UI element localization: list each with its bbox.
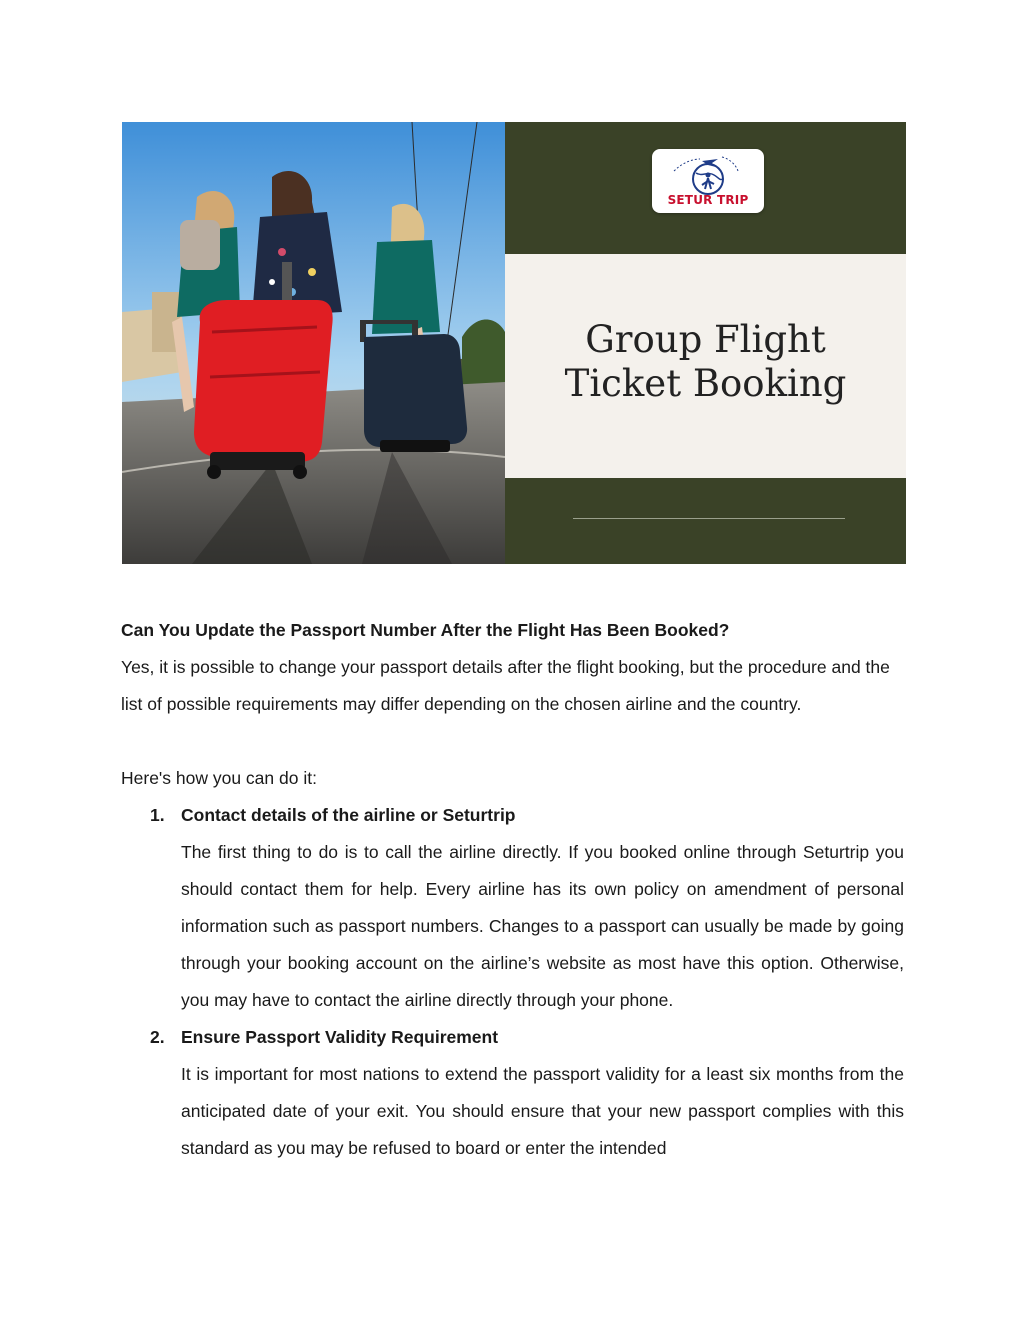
headline-line-1: Group Flight [585, 318, 826, 361]
list-item [121, 1019, 904, 1167]
article-question-heading: Can You Update the Passport Number After the Flight Has Been Booked? [121, 620, 730, 640]
panel-top-band [505, 122, 906, 254]
list-item [121, 797, 904, 1019]
article-intro-paragraph: Yes, it is possible to change your passport details after the flight booking, but the procedure and the list of possible requirements may differ depending on the chosen airline and the country. [121, 657, 890, 714]
panel-bottom-band [505, 478, 906, 564]
travelers-photo [122, 122, 505, 564]
list-item-body: It is important for most nations to extend the passport validity for a least six months from the anticipated date of your exit. You should ensure that your new passport complies with this standard as you may be refused to board or enter the intended [181, 1064, 904, 1158]
steps-list [121, 797, 904, 1167]
list-item-title: Ensure Passport Validity Requirement [181, 1027, 499, 1047]
logo-wordmark: SETUR TRIP [667, 193, 749, 207]
article-body [121, 612, 904, 1167]
list-item-title: Contact details of the airline or Seturtrip [181, 805, 516, 825]
list-item-number: 2. [150, 1027, 165, 1047]
seturtrip-logo [652, 149, 764, 213]
title-panel [505, 122, 906, 564]
paragraph-spacer [121, 723, 904, 760]
banner-headline [565, 318, 847, 406]
panel-headline-band [505, 254, 906, 478]
travelers-illustration [122, 122, 505, 564]
list-item-number: 1. [150, 805, 165, 825]
list-item-body: The first thing to do is to call the airline directly. If you booked online through Seturtrip you should contact them for help. Every airline has its own policy on amendment of personal information such as passport numbers. Changes to a passport can usually be made by going through your booking account on the airline’s website as most have this option. Otherwise, you may have to contact the airline directly through your phone. [181, 842, 904, 1010]
headline-line-2: Ticket Booking [564, 362, 847, 405]
panel-divider [573, 518, 845, 519]
hero-banner [122, 122, 906, 564]
article-lead-text: Here's how you can do it: [121, 768, 317, 788]
